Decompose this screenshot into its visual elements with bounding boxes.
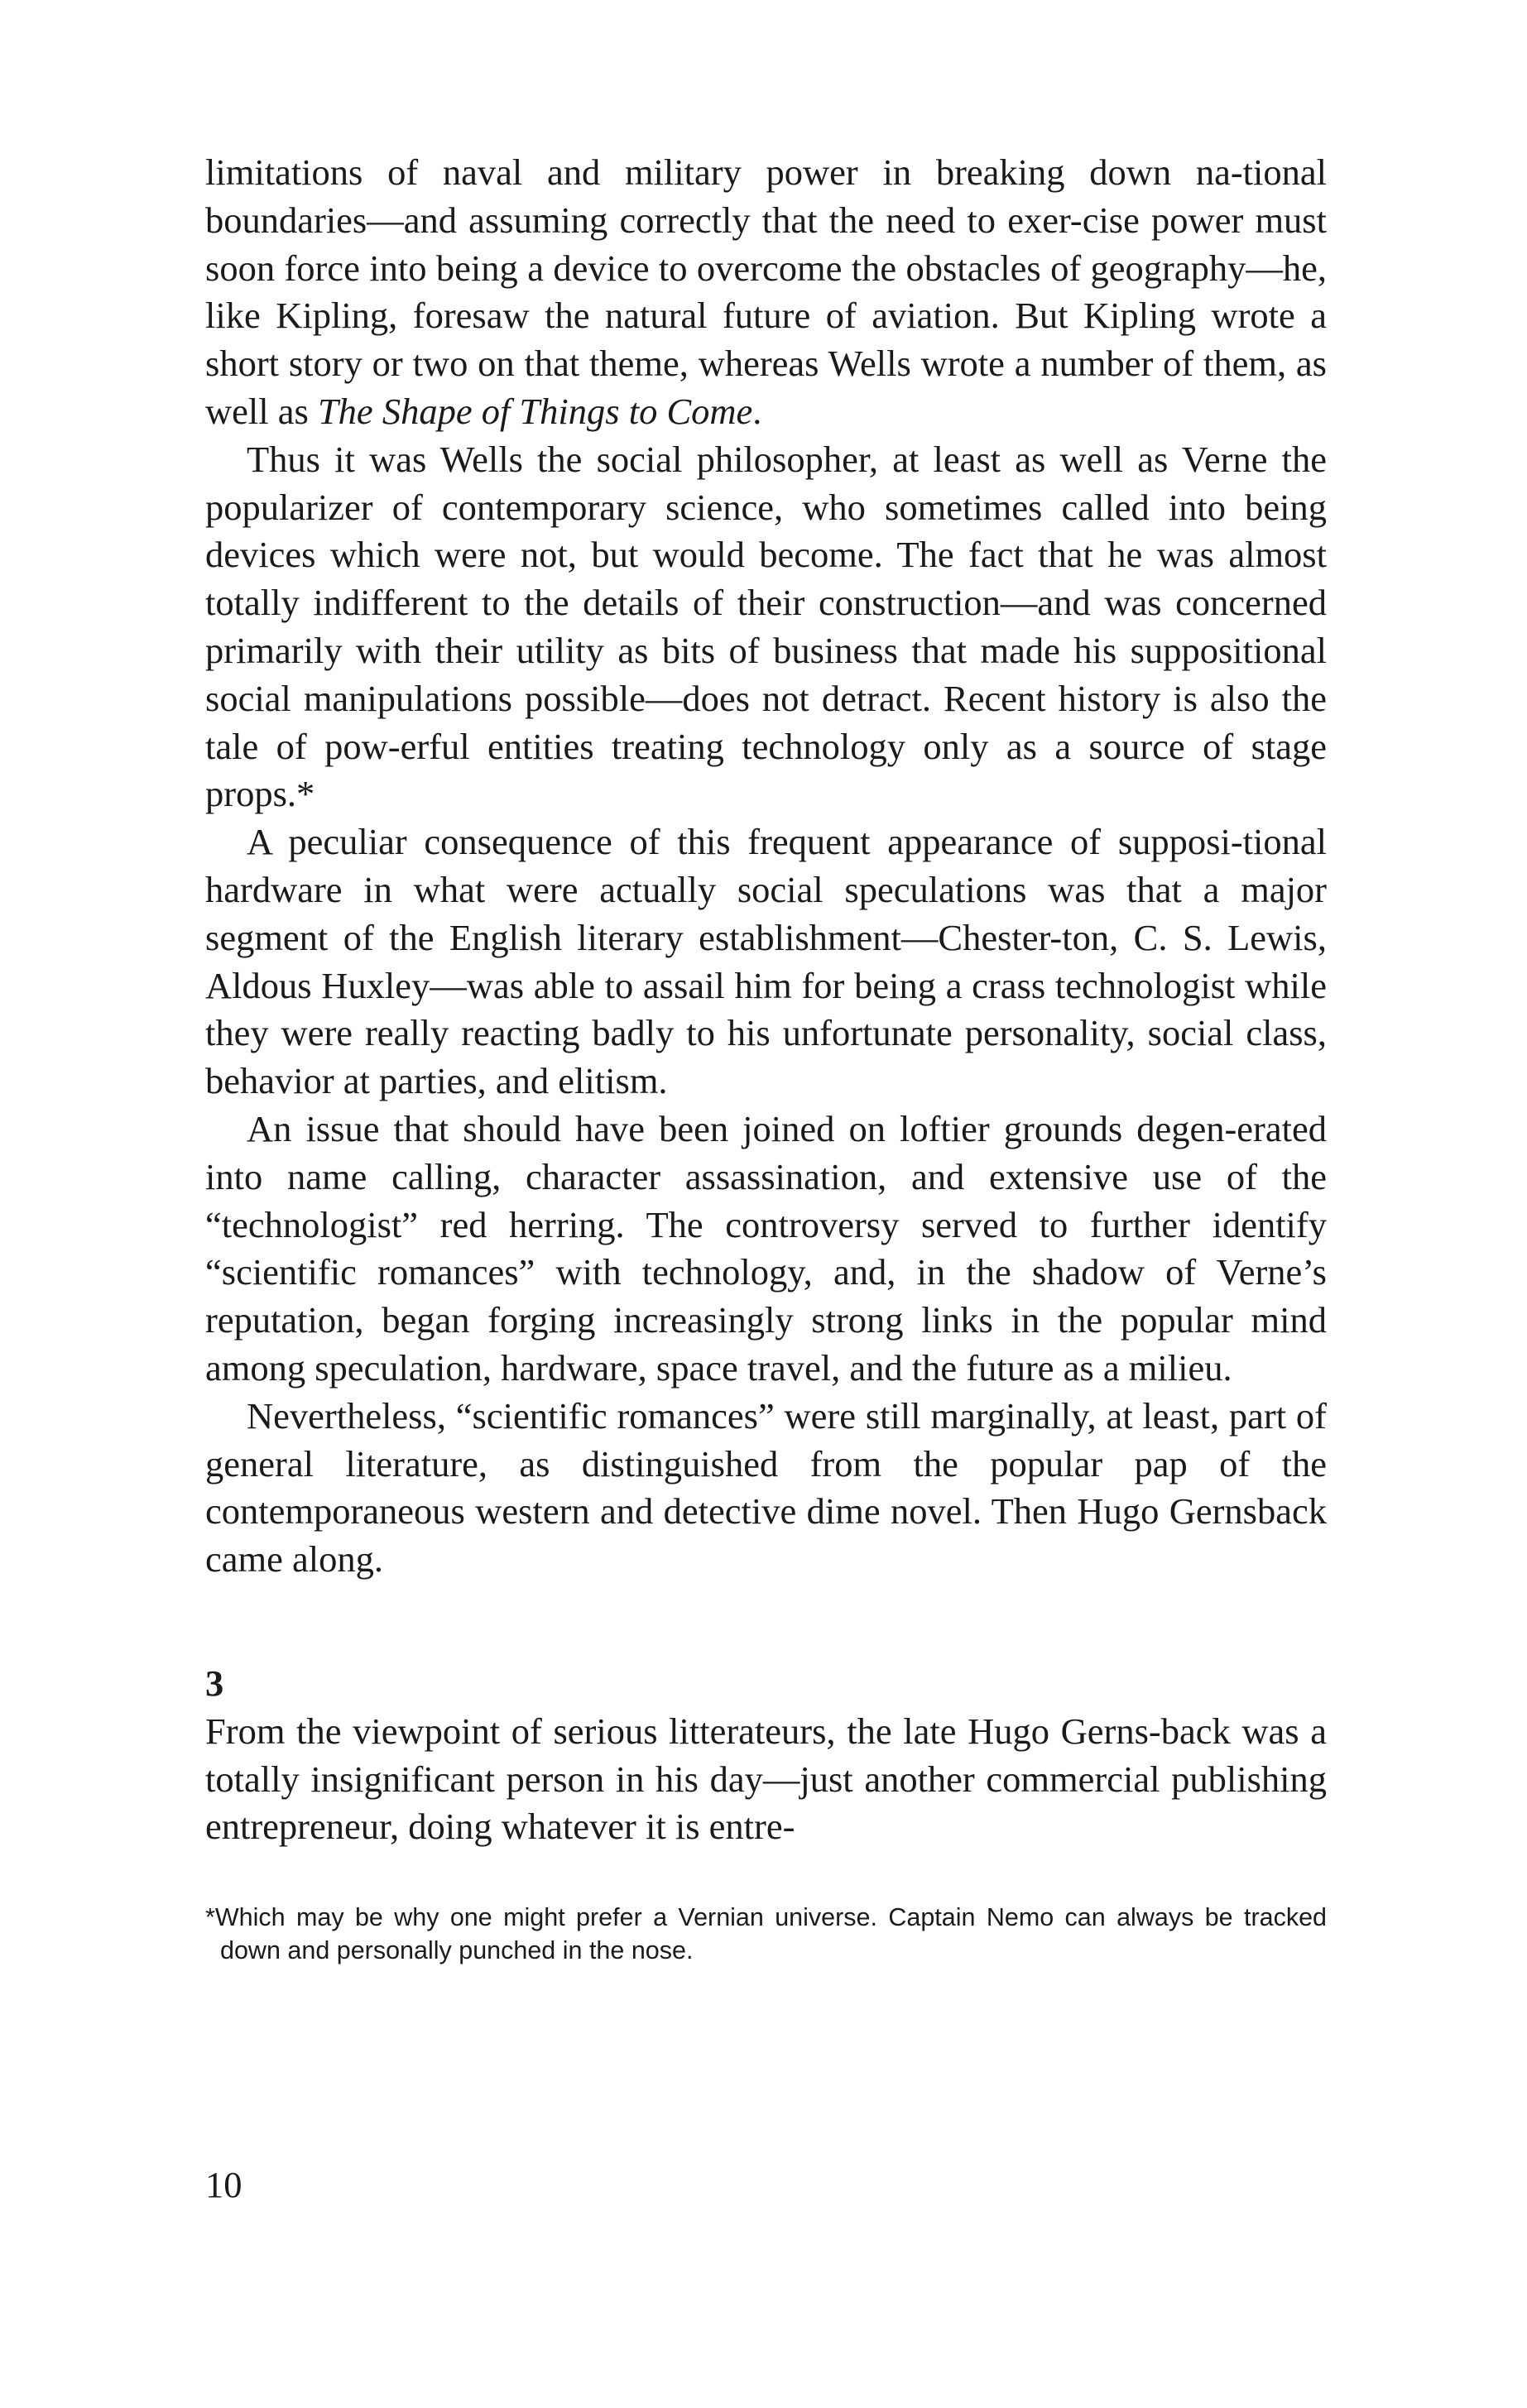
section-number: 3	[205, 1662, 224, 1704]
paragraph-3: A peculiar consequence of this frequent appearance of supposi-tional hardware in what were actually social speculations was that a major segment of the English literary establishment—Chester-ton, C. S. Lewis, Aldous Huxley—was able to assail him for being a crass technologist while they were really reacting badly to his unfortunate personality, social class, behavior at parties, and elitism.	[205, 821, 1327, 1102]
paragraph-6: From the viewpoint of serious litterateurs, the late Hugo Gerns-back was a totally insignificant person in his day—just another commercial publishing entrepreneur, doing whatever it is entre-	[205, 1710, 1327, 1848]
paragraph-5: Nevertheless, “scientific romances” were still marginally, at least, part of general literature, as distinguished from the popular pap of the contemporaneous western and detective dime novel. Then Hugo Gernsback came along.	[205, 1394, 1327, 1581]
footnote-gap	[205, 1851, 1327, 1901]
page-number: 10	[205, 2164, 242, 2205]
paragraph-1	[205, 149, 1327, 436]
paragraph-2: Thus it was Wells the social philosopher, at least as well as Verne the popularizer of contemporary science, who sometimes called into being devices which were not, but would become. The fact that he was almost totally indifferent to the details of their construction—and was concerned primarily with their utility as bits of business that made his suppositional social manipulations possible—does not detract. Recent history is also the tale of pow-erful entities treating technology only as a source of stage props.*	[205, 438, 1327, 815]
book-title: The Shape of Things to Come	[317, 390, 753, 432]
paragraph-1-end: .	[752, 390, 762, 432]
paragraph-4: An issue that should have been joined on loftier grounds degen-erated into name calling, character assassination, and extensive use of the “technologist” red herring. The controversy served to further identify “scientific romances” with technology, and, in the shadow of Verne’s reputation, began forging increasingly strong links in the popular mind among speculation, hardware, space travel, and the future as a milieu.	[205, 1107, 1327, 1389]
footnote: *Which may be why one might prefer a Vernian universe. Captain Nemo can always be tracked down and personally punched in the nose.	[205, 1903, 1327, 1965]
page-body	[205, 149, 1327, 1967]
section-gap	[205, 1584, 1327, 1660]
paragraph-1-text: limitations of naval and military power in breaking down na-tional boundaries—and assuming correctly that the need to exer-cise power must soon force into being a device to overcome the obstacles of geography—he, like Kipling, foresaw the natural future of aviation. But Kipling wrote a short story or two on that theme, whereas Wells wrote a number of them, as well as	[205, 151, 1327, 432]
